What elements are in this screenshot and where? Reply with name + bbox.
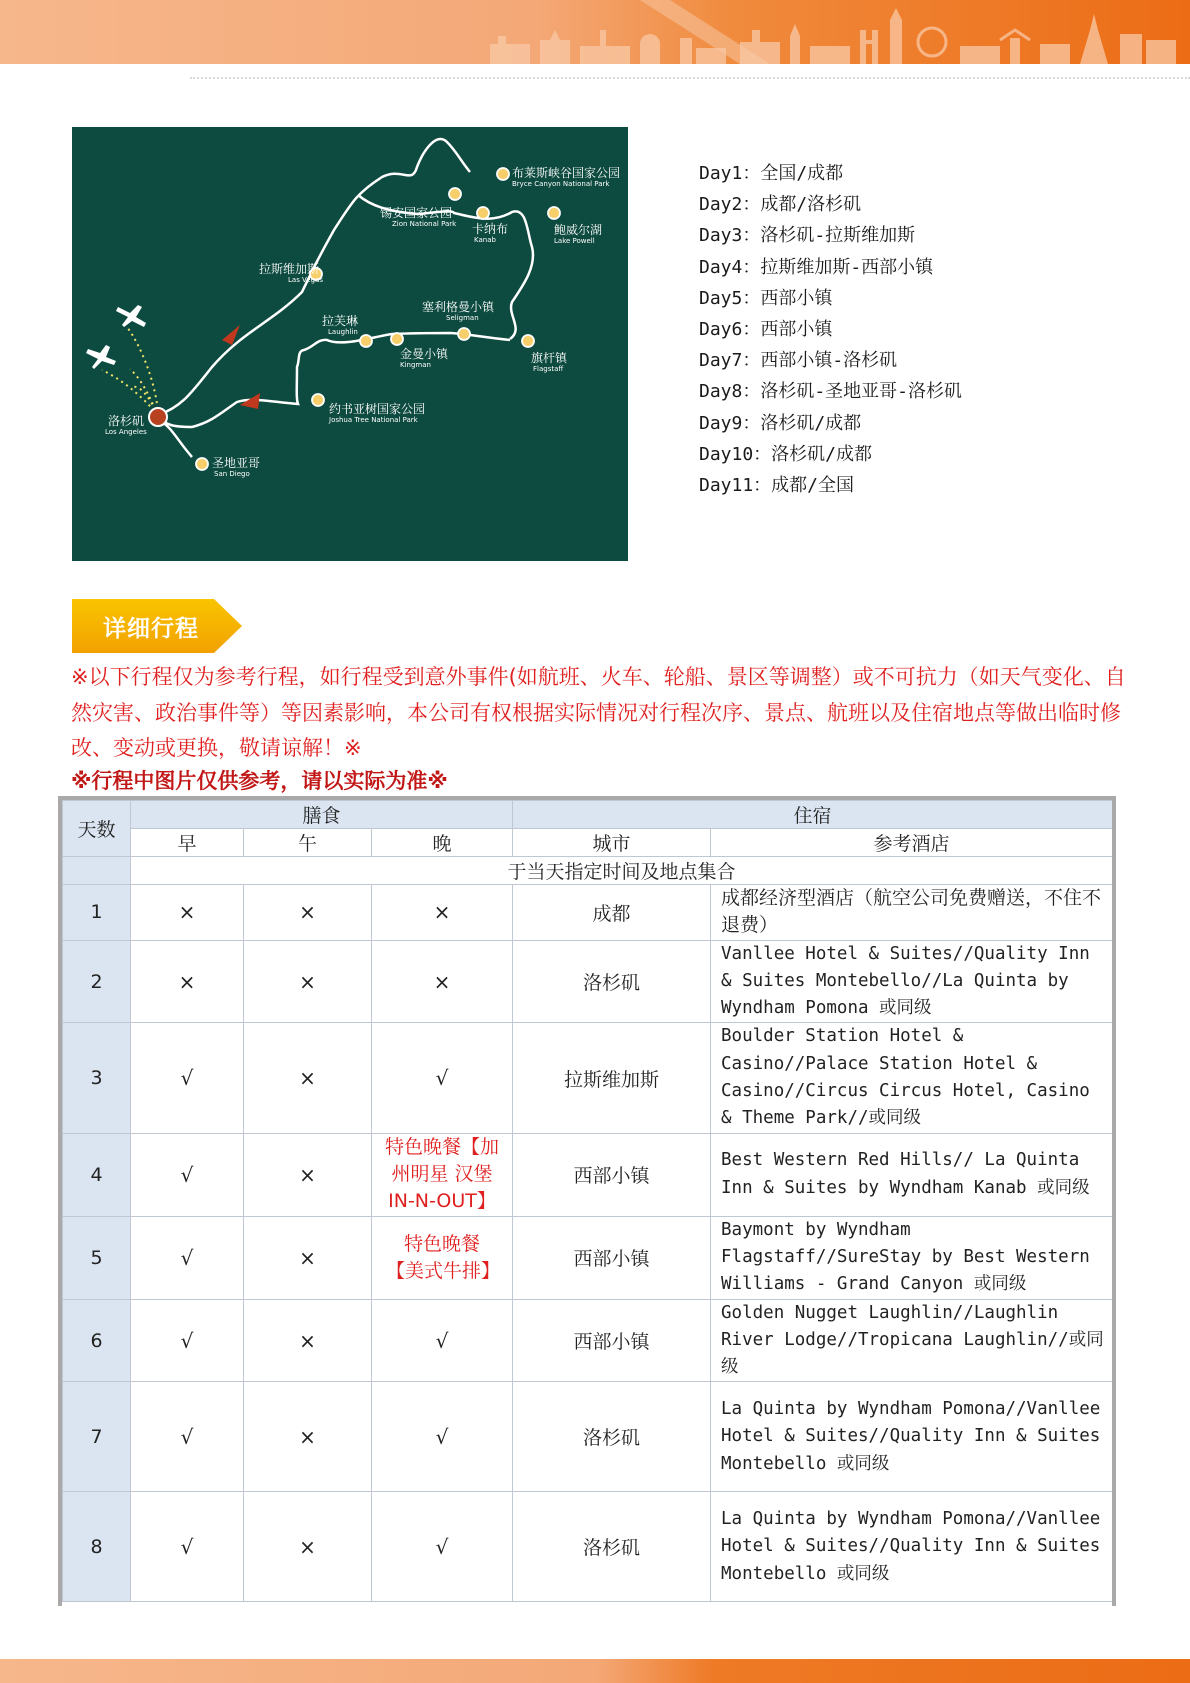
day-cell: 6 — [63, 1299, 131, 1382]
lunch-cell: × — [244, 1133, 372, 1216]
svg-text:锡安国家公园: 锡安国家公园 — [380, 206, 453, 220]
breakfast-cell: √ — [131, 1023, 244, 1133]
lunch-cell: × — [244, 1216, 372, 1299]
svg-text:Kingman: Kingman — [400, 361, 431, 369]
header-dotted-divider — [190, 77, 1190, 79]
city-cell: 西部小镇 — [513, 1133, 711, 1216]
dinner-cell: × — [372, 885, 513, 941]
svg-text:San Diego: San Diego — [214, 470, 250, 478]
table-row — [63, 1133, 1113, 1216]
day-item: Day8：洛杉矶-圣地亚哥-洛杉矶 — [699, 381, 963, 403]
table-row — [63, 1299, 1113, 1382]
day-item: Day11：成都/全国 — [699, 475, 855, 497]
svg-text:Seligman: Seligman — [446, 314, 479, 322]
hotel-cell: Golden Nugget Laughlin//Laughlin River Lodge//Tropicana Laughlin//或同级 — [711, 1299, 1113, 1382]
day-cell: 5 — [63, 1216, 131, 1299]
lunch-cell: × — [244, 1023, 372, 1133]
svg-text:Las Vegas: Las Vegas — [288, 276, 323, 284]
itinerary-table — [62, 800, 1113, 1602]
svg-text:洛杉矶: 洛杉矶 — [108, 414, 145, 428]
day-cell: 2 — [63, 940, 131, 1023]
city-cell: 成都 — [513, 885, 711, 941]
header-lunch: 午 — [244, 829, 372, 857]
airplane-icon — [86, 305, 146, 369]
city-cell: 洛杉矶 — [513, 1492, 711, 1602]
hotel-cell: Best Western Red Hills// La Quinta Inn & Suites by Wyndham Kanab 或同级 — [711, 1133, 1113, 1216]
dinner-cell-special: 特色晚餐【美式牛排】 — [372, 1216, 513, 1299]
svg-text:塞利格曼小镇: 塞利格曼小镇 — [422, 300, 495, 314]
day-cell: 7 — [63, 1382, 131, 1492]
itinerary-day-list — [699, 158, 962, 501]
itinerary-table-frame — [58, 796, 1116, 1606]
dinner-cell: × — [372, 940, 513, 1023]
image-reference-notice: ※行程中图片仅供参考，请以实际为准※ — [71, 769, 448, 793]
city-cell: 洛杉矶 — [513, 940, 711, 1023]
day-item: Day7：西部小镇-洛杉矶 — [699, 350, 898, 372]
day-item: Day2：成都/洛杉矶 — [699, 194, 862, 216]
svg-text:Joshua Tree National Park: Joshua Tree National Park — [329, 416, 418, 424]
lunch-cell: × — [244, 1492, 372, 1602]
hotel-cell: Vanllee Hotel & Suites//Quality Inn & Suites Montebello//La Quinta by Wyndham Pomona 或同级 — [711, 940, 1113, 1023]
day-item: Day5：西部小镇 — [699, 287, 833, 309]
breakfast-cell: √ — [131, 1492, 244, 1602]
table-row — [63, 1216, 1113, 1299]
los-angeles-node — [149, 408, 167, 426]
header-hotel: 参考酒店 — [711, 829, 1113, 857]
table-row — [63, 1492, 1113, 1602]
hotel-cell: 成都经济型酒店（航空公司免费赠送，不住不退费） — [711, 885, 1113, 941]
city-skyline-decoration — [480, 0, 1190, 64]
svg-text:约书亚树国家公园: 约书亚树国家公园 — [329, 402, 426, 416]
hotel-cell: La Quinta by Wyndham Pomona//Vanllee Hotel & Suites//Quality Inn & Suites Montebello 或同级 — [711, 1492, 1113, 1602]
hotel-cell: La Quinta by Wyndham Pomona//Vanllee Hotel & Suites//Quality Inn & Suites Montebello 或同级 — [711, 1382, 1113, 1492]
svg-text:Flagstaff: Flagstaff — [533, 365, 564, 373]
lunch-cell: × — [244, 940, 372, 1023]
header-city: 城市 — [513, 829, 711, 857]
svg-text:拉斯维加斯: 拉斯维加斯 — [259, 262, 320, 276]
city-cell: 洛杉矶 — [513, 1382, 711, 1492]
day-cell: 1 — [63, 885, 131, 941]
header-lodging: 住宿 — [513, 801, 1113, 829]
svg-text:Laughlin: Laughlin — [328, 328, 358, 336]
table-row — [63, 1382, 1113, 1492]
svg-text:圣地亚哥: 圣地亚哥 — [212, 456, 261, 470]
day-cell: 8 — [63, 1492, 131, 1602]
svg-text:布莱斯峡谷国家公园: 布莱斯峡谷国家公园 — [512, 166, 621, 180]
breakfast-cell: × — [131, 940, 244, 1023]
dinner-cell: √ — [372, 1492, 513, 1602]
svg-text:拉芙琳: 拉芙琳 — [322, 314, 359, 328]
header-breakfast: 早 — [131, 829, 244, 857]
city-cell: 西部小镇 — [513, 1216, 711, 1299]
breakfast-cell: √ — [131, 1299, 244, 1382]
svg-text:Lake Powell: Lake Powell — [554, 237, 595, 245]
city-cell: 拉斯维加斯 — [513, 1023, 711, 1133]
dinner-cell-special: 特色晚餐【加州明星 汉堡IN-N-OUT】 — [372, 1133, 513, 1216]
dinner-cell: √ — [372, 1382, 513, 1492]
day-cell: 3 — [63, 1023, 131, 1133]
breakfast-cell: √ — [131, 1382, 244, 1492]
disclaimer-notice: ※以下行程仅为参考行程，如行程受到意外事件(如航班、火车、轮船、景区等调整）或不可抗力（如天气变化、自然灾害、政治事件等）等因素影响，本公司有权根据实际情况对行程次序、景点、航班以及住宿地点等做出临时修改、变动或更换，敬请谅解！※ — [71, 665, 1126, 760]
svg-text:旗杆镇: 旗杆镇 — [531, 351, 568, 365]
breakfast-cell: × — [131, 885, 244, 941]
svg-text:Kanab: Kanab — [474, 236, 496, 244]
breakfast-cell: √ — [131, 1216, 244, 1299]
table-row — [63, 1023, 1113, 1133]
svg-text:Bryce Canyon National Park: Bryce Canyon National Park — [512, 180, 610, 188]
table-row — [63, 940, 1113, 1023]
day-item: Day1：全国/成都 — [699, 163, 844, 184]
svg-text:鲍威尔湖: 鲍威尔湖 — [554, 223, 603, 237]
svg-text:卡纳布: 卡纳布 — [472, 222, 509, 236]
route-map-graphic — [72, 127, 628, 561]
day-item: Day10：洛杉矶/成都 — [699, 443, 873, 465]
table-row — [63, 885, 1113, 941]
city-cell: 西部小镇 — [513, 1299, 711, 1382]
header-day: 天数 — [63, 801, 131, 857]
top-banner — [0, 0, 1190, 64]
lunch-cell: × — [244, 885, 372, 941]
svg-text:Los Angeles: Los Angeles — [105, 428, 147, 436]
bottom-banner — [0, 1659, 1190, 1683]
header-meals: 膳食 — [131, 801, 513, 829]
day-cell: 4 — [63, 1133, 131, 1216]
hotel-cell: Baymont by Wyndham Flagstaff//SureStay by Best Western Williams - Grand Canyon 或同级 — [711, 1216, 1113, 1299]
day-item: Day4：拉斯维加斯-西部小镇 — [699, 256, 934, 278]
section-tag — [72, 599, 242, 653]
dinner-cell: √ — [372, 1023, 513, 1133]
lunch-cell: × — [244, 1299, 372, 1382]
gather-note: 于当天指定时间及地点集合 — [131, 857, 1113, 885]
dinner-cell: √ — [372, 1299, 513, 1382]
day-cell-empty — [63, 857, 131, 885]
day-item: Day3：洛杉矶-拉斯维加斯 — [699, 225, 916, 247]
day-item: Day6：西部小镇 — [699, 319, 833, 341]
svg-text:金曼小镇: 金曼小镇 — [400, 347, 449, 361]
breakfast-cell: √ — [131, 1133, 244, 1216]
section-title: 详细行程 — [103, 616, 199, 642]
svg-text:Zion National Park: Zion National Park — [392, 220, 457, 228]
header-dinner: 晚 — [372, 829, 513, 857]
hotel-cell: Boulder Station Hotel & Casino//Palace Station Hotel & Casino//Circus Circus Hotel, Casino & Theme Park//或同级 — [711, 1023, 1113, 1133]
day-item: Day9：洛杉矶/成都 — [699, 412, 862, 434]
lunch-cell: × — [244, 1382, 372, 1492]
route-map — [72, 127, 628, 561]
